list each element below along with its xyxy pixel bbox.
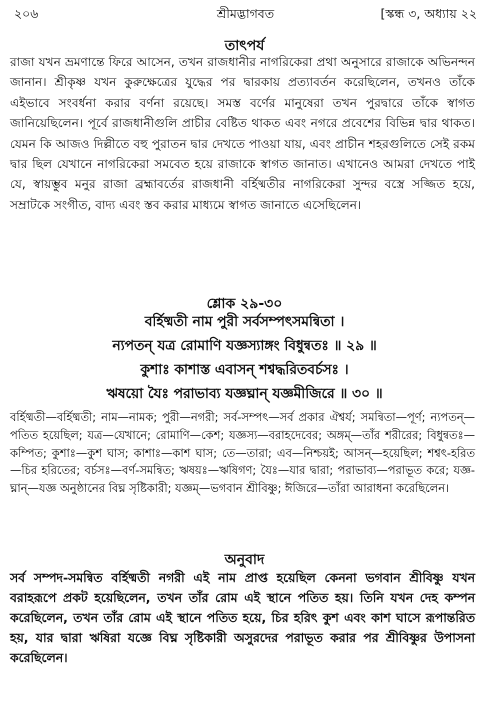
synonyms-text: বর্হিষ্মতী—বর্হিষ্মতী; নাম—নামক; পুরী—নগরী; সর্ব-সম্পৎ—সর্ব প্রকার ঐশ্বর্য; সমন্বিতা—পূর্ণ; ন্যপতন্—পতিত হয়েছিল; যত্র—যেখানে; রোমাণি—কেশ; যজ্ঞস্য—বরাহদেবের; অঙ্গম্—তাঁর শরীরের; বিধুন্বতঃ—কম্পিত; কুশাঃ—কুশ ঘাস; কাশাঃ—কাশ ঘাস; তে—তারা; এব—নিশ্চয়ই; আসন্—হয়েছিল; শশ্বৎ-হরিত—চির হরিতের; বর্চসঃ—বর্ণ-সমন্বিত; ঋষয়ঃ—ঋষিগণ; যৈঃ—যার দ্বারা; পরাভাব্য—পরাভূত করে; যজ্ঞ-ঘ্নান্—যজ্ঞ অনুষ্ঠানের বিঘ্ন সৃষ্টিকারী; যজ্ঞম্—ভগবান শ্রীবিষ্ণু; ঈজিরে—তাঁরা আরাধনা করেছিলেন। xyxy=(10,410,475,496)
verse-heading: শ্লোক ২৯-৩০ xyxy=(206,296,283,312)
verse-line-1: বর্হিষ্মতী নাম পুরী সর্বসম্পৎসমন্বিতা । xyxy=(144,314,345,330)
book-title: শ্রীমদ্ভাগবত xyxy=(216,6,275,21)
translation-heading: অনুবাদ xyxy=(224,552,265,568)
page-number: ২০৬ xyxy=(14,6,39,21)
verse-line-4: ঋষয়ো যৈঃ পরাভাব্য যজ্ঞঘ্নান্ যজ্ঞমীজিরে ॥ ৩০ ॥ xyxy=(106,386,383,402)
verse-line-2: ন্যপতন্ যত্র রোমাণি যজ্ঞস্যাঙ্গং বিধুন্বতঃ ॥ ২৯ ॥ xyxy=(112,338,377,354)
running-header xyxy=(14,6,477,24)
verse-line-3: কুশাঃ কাশাস্ত এবাসন্ শশ্বদ্ধরিতবর্চসঃ । xyxy=(140,362,349,378)
purport-heading: তাৎপর্য xyxy=(224,38,265,54)
chapter-reference: [স্কন্ধ ৩, অধ্যায় ২২ xyxy=(380,6,477,21)
translation-text: সর্ব সম্পদ-সমন্বিত বর্হিষ্মতী নগরী এই নাম প্রাপ্ত হয়েছিল কেননা ভগবান শ্রীবিষ্ণু যখন বরাহরূপে প্রকট হয়েছিলেন, তখন তাঁর রোম এই স্থানে পতিত হয়। তিনি যখন দেহ কম্পন করেছিলেন, তখন তাঁর রোম এই স্থানে পতিত হয়ে, চির হরিৎ কুশ এবং কাশ ঘাসে রূপান্তরিত হয়, যার দ্বারা ঋষিরা যজ্ঞে বিঘ্ন সৃষ্টিকারী অসুরদের পরাভূত করার পর শ্রীবিষ্ণুর উপাসনা করেছিলেন। xyxy=(10,570,475,665)
purport-text: রাজা যখন ভ্রমণান্তে ফিরে আসেন, তখন রাজধানীর নাগরিকেরা প্রথা অনুসারে রাজাকে অভিনন্দন জানান। শ্রীকৃষ্ণ যখন কুরুক্ষেত্রের যুদ্ধের পর দ্বারকায় প্রত্যাবর্তন করেছিলেন, তখনও তাঁকে এইভাবে সংবর্ধনা করার বর্ণনা রয়েছে। সমস্ত বর্ণের মানুষেরা তখন পুরদ্বারে তাঁকে স্বাগত জানিয়েছিলেন। পূর্বে রাজধানীগুলি প্রাচীর বেষ্টিত থাকত এবং নগরে প্রবেশের বিভিন্ন দ্বার থাকত। যেমন কি আজও দিল্লীতে বহু পুরাতন দ্বার দেখতে পাওয়া যায়, এবং প্রাচীন শহরগুলিতে সেই রকম দ্বার ছিল যেখানে নাগরিকেরা সমবেত হয়ে রাজাকে স্বাগত জানাত। এখানেও আমরা দেখতে পাই যে, স্বায়ম্ভুব মনুর রাজা ব্রহ্মাবর্তের রাজধানী বর্হিষ্মতীর নাগরিকেরা সুন্দর বস্ত্রে সজ্জিত হয়ে, সম্রাটকে সংগীত, বাদ্য এবং স্তব করার মাধ্যমে স্বাগত জানাতে এসেছিলেন। xyxy=(10,55,475,212)
